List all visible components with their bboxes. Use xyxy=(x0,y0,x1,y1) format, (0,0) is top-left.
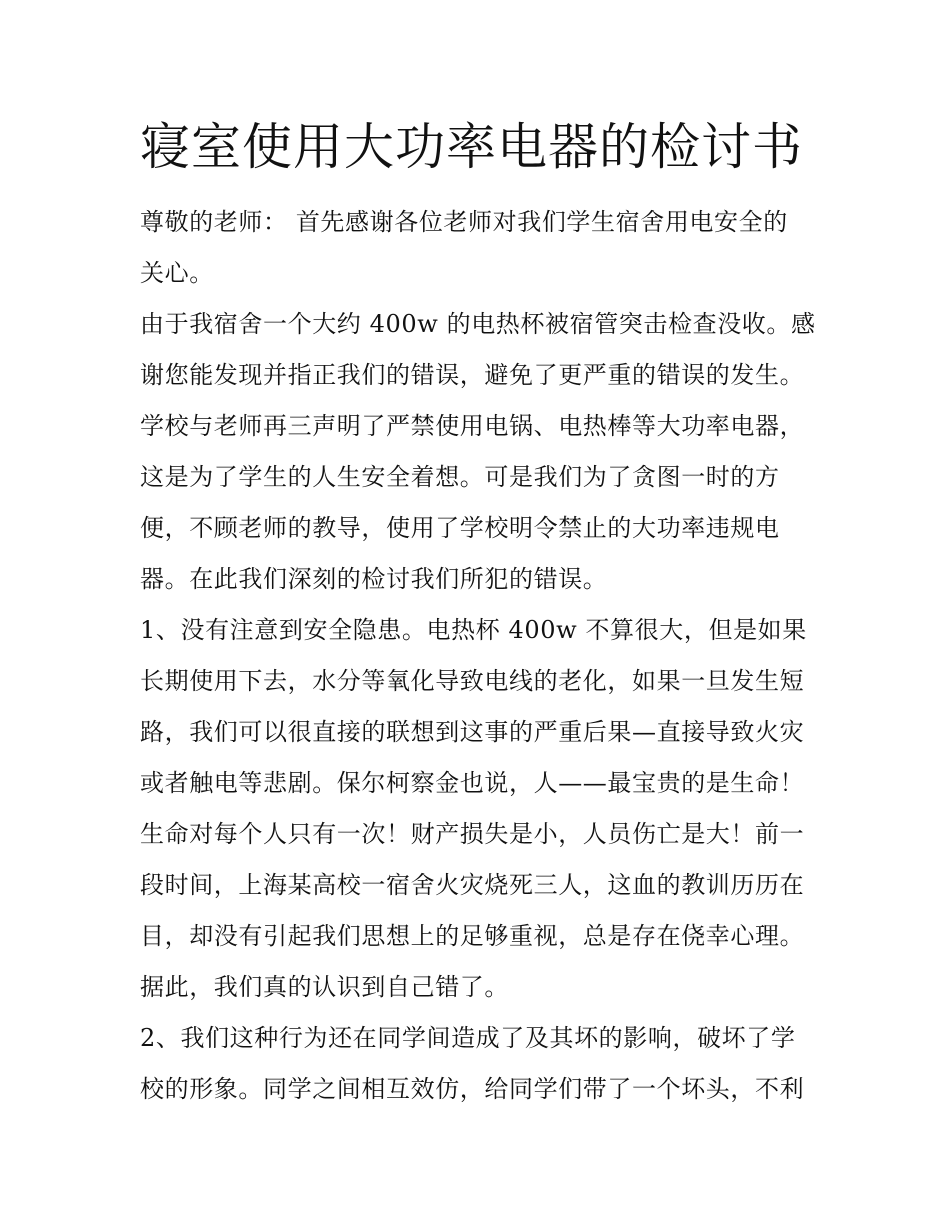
text-line: 段时间，上海某高校一宿舍火灾烧死三人，这血的教训历历在 xyxy=(140,871,805,899)
text-line: 这是为了学生的人生安全着想。可是我们为了贪图一时的方 xyxy=(140,463,780,491)
document-body xyxy=(140,197,830,1115)
text-line: 校的形象。同学之间相互效仿，给同学们带了一个坏头，不利 xyxy=(140,1075,805,1103)
text-line: 生命对每个人只有一次！财产损失是小，人员伤亡是大！前一 xyxy=(140,820,805,848)
text-line: 学校与老师再三声明了严禁使用电锅、电热棒等大功率电器， xyxy=(140,412,805,440)
text-line: 器。在此我们深刻的检讨我们所犯的错误。 xyxy=(140,565,608,593)
text-line: 由于我宿舍一个大约 400w 的电热杯被宿管突击检查没收。感 xyxy=(140,310,816,338)
text-line: 据此，我们真的认识到自己错了。 xyxy=(140,973,509,1001)
text-line: 便，不顾老师的教导，使用了学校明令禁止的大功率违规电 xyxy=(140,514,780,542)
text-line: 1、没有注意到安全隐患。电热杯 400w 不算很大，但是如果 xyxy=(140,616,807,644)
text-line: 关心。 xyxy=(140,259,214,287)
text-line: 路，我们可以很直接的联想到这事的严重后果—直接导致火灾 xyxy=(140,718,805,746)
text-line: 2、我们这种行为还在同学间造成了及其坏的影响，破坏了学 xyxy=(140,1024,796,1052)
document-title: 寝室使用大功率电器的检讨书 xyxy=(140,118,803,176)
text-line: 谢您能发现并指正我们的错误，避免了更严重的错误的发生。 xyxy=(140,361,805,389)
text-line: 长期使用下去，水分等氧化导致电线的老化，如果一旦发生短 xyxy=(140,667,805,695)
text-line: 目，却没有引起我们思想上的足够重视，总是存在侥幸心理。 xyxy=(140,922,805,950)
text-line: 尊敬的老师： 首先感谢各位老师对我们学生宿舍用电安全的 xyxy=(140,208,788,236)
text-line: 或者触电等悲剧。保尔柯察金也说，人——最宝贵的是生命！ xyxy=(140,769,805,797)
